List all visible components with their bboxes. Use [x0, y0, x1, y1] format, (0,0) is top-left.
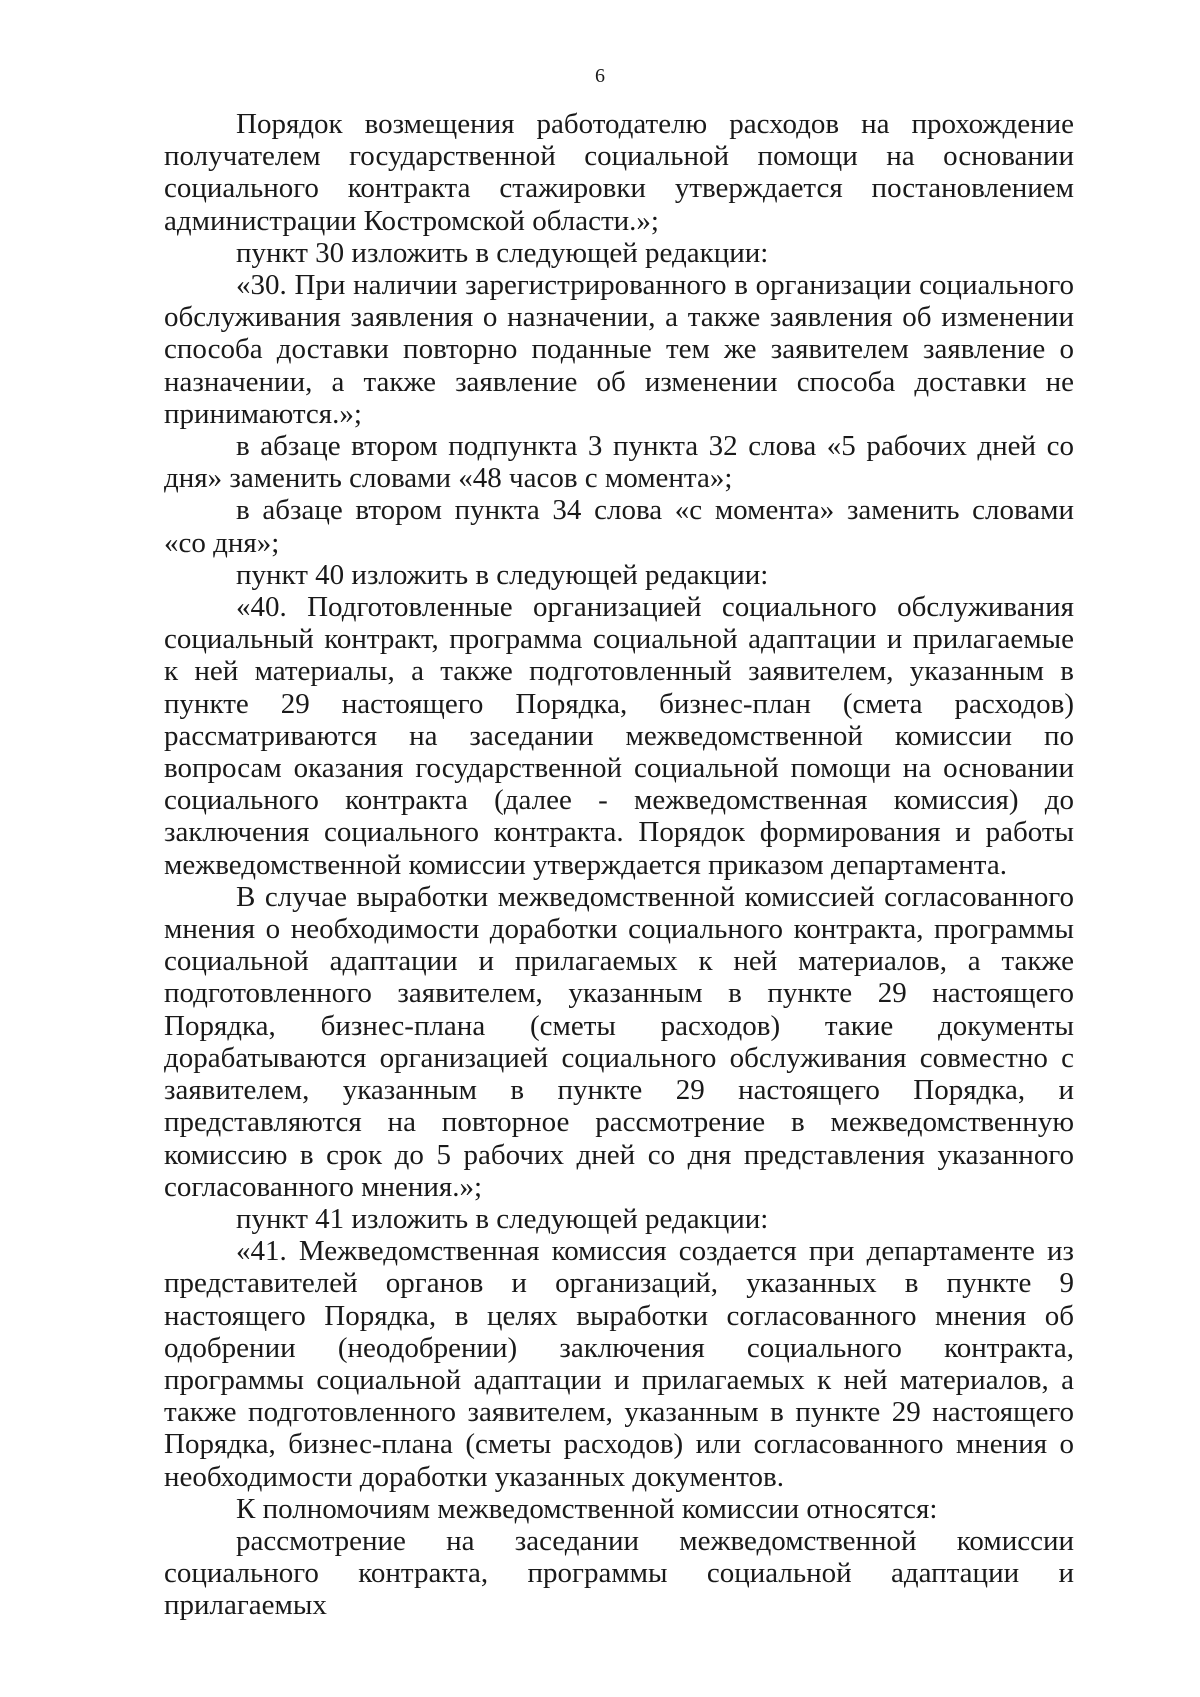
paragraph-item-41-instruction: пункт 41 изложить в следующей редакции:: [236, 1202, 769, 1235]
document-body: [164, 108, 1074, 1622]
paragraph-item-41-text: «41. Межведомственная комиссия создается при департаменте из представителей органов и организаций, указанных в пункте 9 настоящего Порядка, в целях выработки согласованного мнения об одобрении (неодобрении) заключения социального контракта, программы социальной адаптации и прилагаемых к ней материалов, а также подготовленного заявителем, указанным в пункте 29 настоящего Порядка, бизнес-плана (сметы расходов) или согласованного мнения о необходимости доработки указанных документов.: [164, 1235, 1074, 1493]
paragraph-stazhirovka-order: Порядок возмещения работодателю расходов на прохождение получателем государственной социальной помощи на основании социального контракта стажировки утверждается постановлением администрации Костромской области.»;: [164, 108, 1074, 237]
paragraph-item-40-instruction: пункт 40 изложить в следующей редакции:: [236, 558, 769, 591]
paragraph-item-34-amendment: в абзаце втором пункта 34 слова «с момента» заменить словами «со дня»;: [164, 494, 1074, 559]
paragraph-item-30-text: «30. При наличии зарегистрированного в организации социального обслуживания заявления о назначении, а также заявления об изменении способа доставки повторно поданные тем же заявителем заявление о назначении, а также заявление об изменении способа доставки не принимаются.»;: [164, 269, 1074, 430]
paragraph-item-30-instruction: пункт 30 изложить в следующей редакции:: [236, 236, 769, 269]
paragraph-item-40-text: «40. Подготовленные организацией социального обслуживания социальный контракт, программа социальной адаптации и прилагаемые к ней материалы, а также подготовленный заявителем, указанным в пункте 29 настоящего Порядка, бизнес-план (смета расходов) рассматриваются на заседании межведомственной комиссии по вопросам оказания государственной социальной помощи на основании социального контракта (далее - межведомственная комиссия) до заключения социального контракта. Порядок формирования и работы межведомственной комиссии утверждается приказом департамента.: [164, 591, 1074, 881]
page-number: 6: [595, 65, 605, 87]
paragraph-revision-case: В случае выработки межведомственной комиссией согласованного мнения о необходимости доработки социального контракта, программы социальной адаптации и прилагаемых к ней материалов, а также подготовленного заявителем, указанным в пункте 29 настоящего Порядка, бизнес-плана (сметы расходов) такие документы дорабатываются организацией социального обслуживания совместно с заявителем, указанным в пункте 29 настоящего Порядка, и представляются на повторное рассмотрение в межведомственную комиссию в срок до 5 рабочих дней со дня представления указанного согласованного мнения.»;: [164, 880, 1074, 1203]
paragraph-item-32-amendment: в абзаце втором подпункта 3 пункта 32 слова «5 рабочих дней со дня» заменить словами «48 часов с момента»;: [164, 430, 1074, 495]
paragraph-consideration: рассмотрение на заседании межведомственной комиссии социального контракта, программы социальной адаптации и прилагаемых: [164, 1524, 1074, 1622]
paragraph-commission-powers: К полномочиям межведомственной комиссии относятся:: [236, 1492, 938, 1525]
